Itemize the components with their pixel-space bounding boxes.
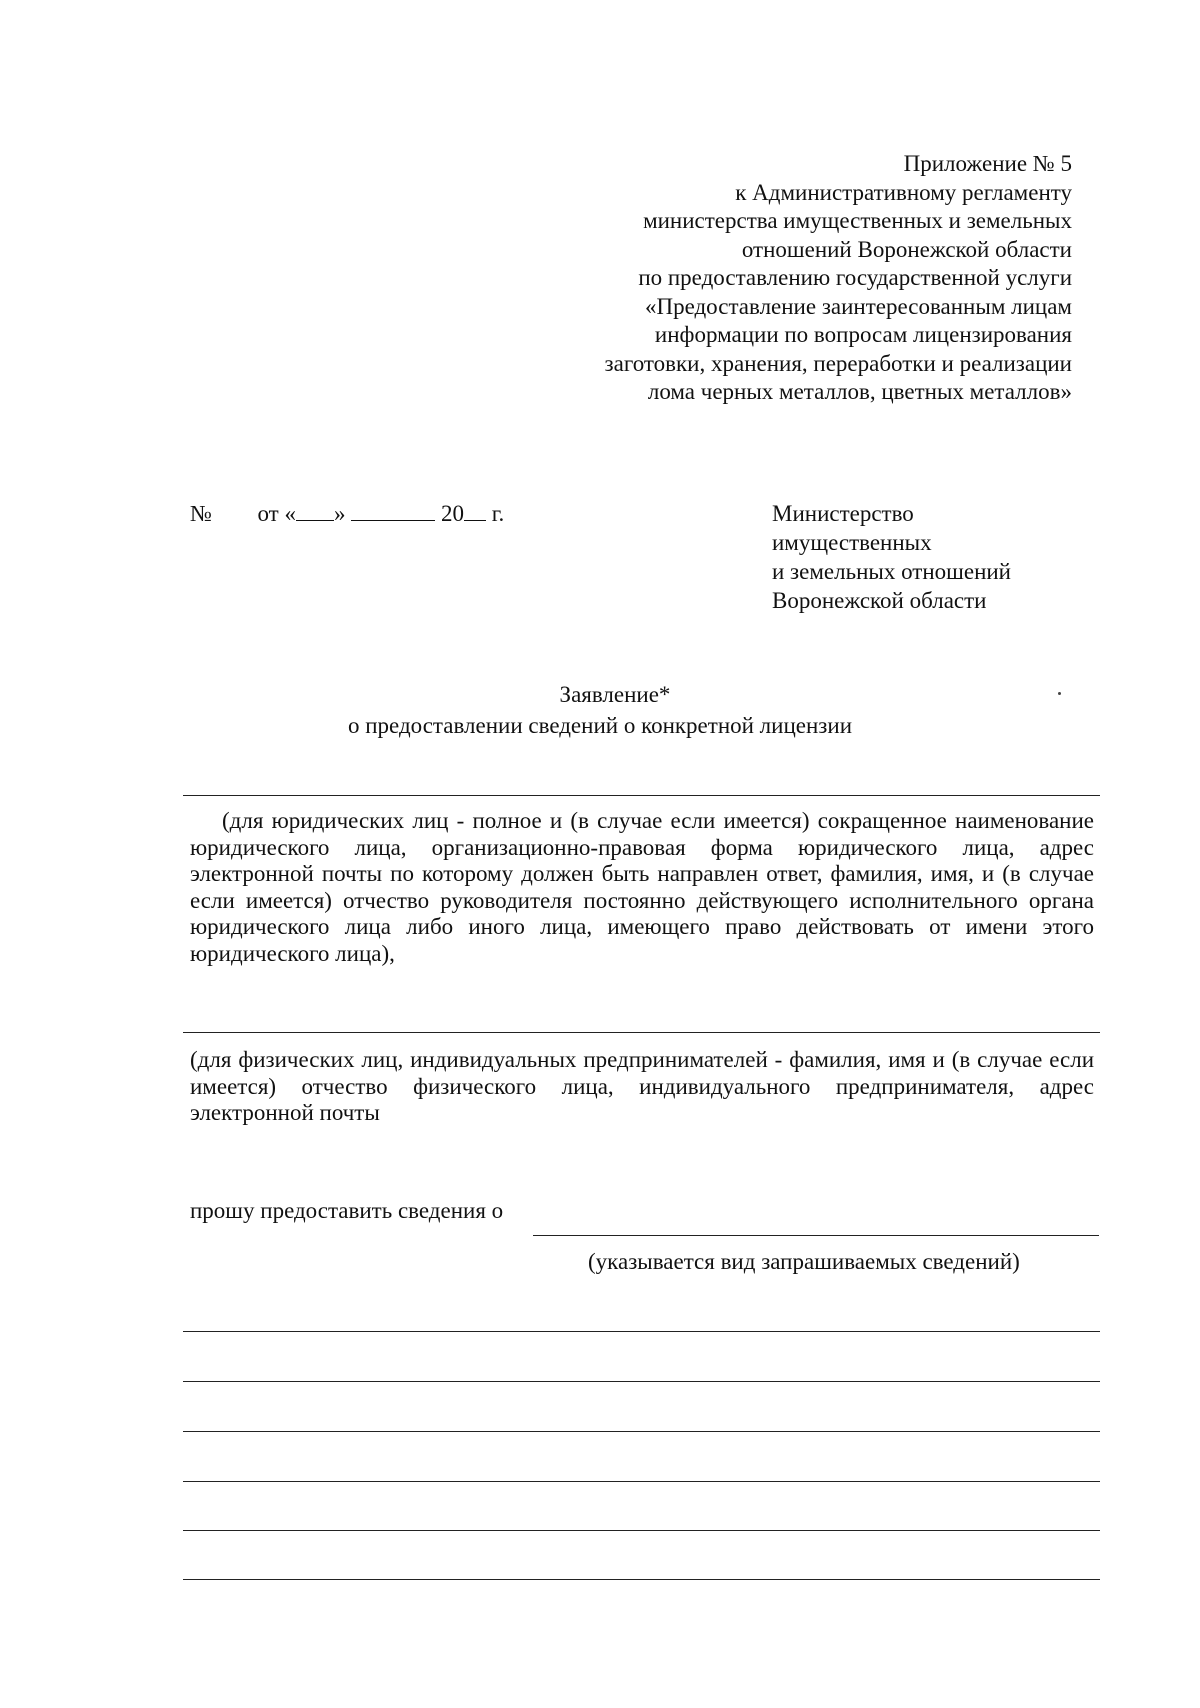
addressee-line: имущественных (772, 530, 932, 555)
document-title (0, 679, 1200, 741)
close-quote: » (333, 501, 346, 526)
year-prefix: 20 (440, 501, 464, 526)
addressee-line: и земельных отношений (772, 559, 1011, 584)
title-heading: Заявление* (559, 682, 671, 707)
details-fill-line[interactable] (183, 1579, 1100, 1580)
details-fill-line[interactable] (183, 1530, 1100, 1531)
day-blank[interactable] (296, 500, 334, 521)
year-suffix: г. (491, 501, 505, 526)
individual-fill-line[interactable] (183, 1032, 1100, 1033)
appendix-line: к Административному регламенту (735, 179, 1072, 205)
appendix-line: лома черных металлов, цветных металлов» (647, 379, 1072, 404)
request-fill-line[interactable] (533, 1235, 1099, 1236)
appendix-line: отношений Воронежской области (741, 236, 1072, 262)
request-hint: (указывается вид запрашиваемых сведений) (588, 1249, 1020, 1274)
stray-dot (1058, 692, 1061, 695)
number-sign: № (190, 501, 212, 526)
individual-hint: (для физических лиц, индивидуальных предпринимателей - фамилия, имя и (в случае если имеется) отчество физического лица, индивидуального предпринимателя, адрес электронной почты (190, 1047, 1094, 1125)
request-label: прошу предоставить сведения о (190, 1198, 504, 1223)
date-from-label: от « (257, 501, 296, 526)
legal-entity-hint: (для юридических лиц - полное и (в случае если имеется) сокращенное наименование юридического лица, организационно-правовая форма юридического лица, адрес электронной почты по которому должен быть направлен ответ, фамилия, имя, и (в случае если имеется) отчество руководителя постоянно действующего исполнительного органа юридического лица либо иного лица, имеющего право действовать от имени этого юридического лица), (190, 808, 1094, 966)
details-fill-line[interactable] (183, 1481, 1100, 1482)
addressee-block (772, 499, 1011, 615)
legal-entity-fill-line[interactable] (183, 795, 1100, 796)
month-blank[interactable] (351, 500, 435, 521)
appendix-line: информации по вопросам лицензирования (654, 322, 1072, 347)
appendix-line: по предоставлению государственной услуги (638, 265, 1072, 290)
addressee-line: Министерство (772, 501, 914, 526)
title-subheading: о предоставлении сведений о конкретной лицензии (347, 713, 852, 738)
appendix-line: Приложение № 5 (903, 151, 1072, 176)
appendix-line: министерства имущественных и земельных (643, 208, 1072, 233)
appendix-line: заготовки, хранения, переработки и реализации (604, 350, 1072, 376)
details-fill-line[interactable] (183, 1381, 1100, 1382)
appendix-header (605, 150, 1072, 407)
addressee-line: Воронежской области (772, 588, 987, 613)
year-blank[interactable] (464, 500, 486, 521)
appendix-line: «Предоставление заинтересованным лицам (644, 293, 1072, 319)
details-fill-line[interactable] (183, 1331, 1100, 1332)
details-fill-line[interactable] (183, 1431, 1100, 1432)
number-date-line (190, 500, 504, 528)
